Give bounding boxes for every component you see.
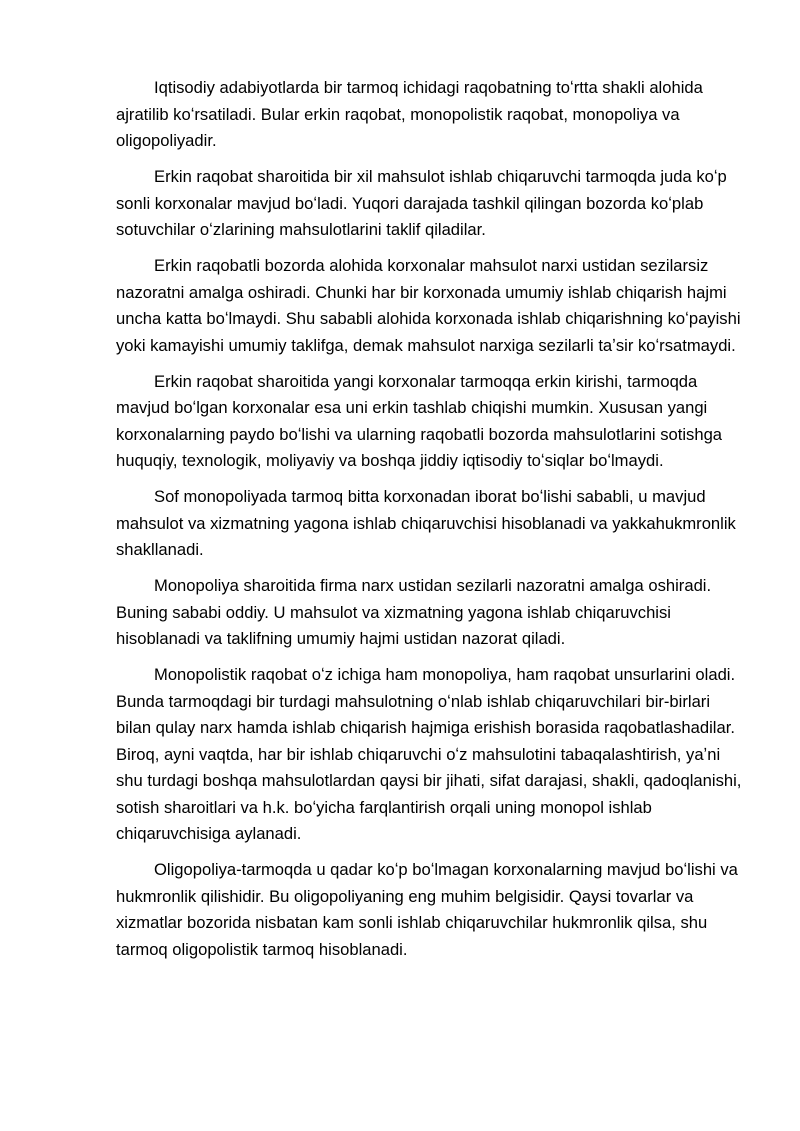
paragraph-8: Oligopoliya-tarmoqda u qadar koʻp boʻlmagan korxonalarning mavjud boʻlishi va hukmronlik qilishidir. Bu oligopoliyaning eng muhim belgisidir. Qaysi tovarlar va xizmatlar bozorida nisbatan kam sonli ishlab chiqaruvchilar hukmronlik qilsa, shu tarmoq oligopolistik tarmoq hisoblanadi. (116, 860, 738, 959)
paragraph-7: Monopolistik raqobat oʻz ichiga ham monopoliya, ham raqobat unsurlarini oladi. Bunda tarmoqdagi bir turdagi mahsulotning oʻnlab ishlab chiqaruvchilari bir-birlari bilan qulay narx hamda ishlab chiqarish hajmiga erishish borasida raqobatlashadilar. Biroq, ayni vaqtda, har bir ishlab chiqaruvchi oʻz mahsulotini tabaqalashtirish, yaʼni shu turdagi boshqa mahsulotlardan qaysi bir jihati, sifat darajasi, shakli, qadoqlanishi, sotish sharoitlari va h.k. boʻyicha farqlantirish orqali uning monopol ishlab chiqaruvchisiga aylanadi. (116, 665, 742, 843)
paragraph-2: Erkin raqobat sharoitida bir xil mahsulot ishlab chiqaruvchi tarmoqda juda koʻp sonli korxonalar mavjud boʻladi. Yuqori darajada tashkil qilingan bozorda koʻplab sotuvchilar oʻzlarining mahsulotlarini taklif qiladilar. (116, 167, 727, 239)
paragraph-5: Sof monopoliyada tarmoq bitta korxonadan iborat boʻlishi sababli, u mavjud mahsulot va xizmatning yagona ishlab chiqaruvchisi hisoblanadi va yakkahukmronlik shakllanadi. (116, 487, 736, 559)
paragraph-3: Erkin raqobatli bozorda alohida korxonalar mahsulot narxi ustidan sezilarsiz nazoratni amalga oshiradi. Chunki har bir korxonada umumiy ishlab chiqarish hajmi uncha katta boʻlmaydi. Shu sababli alohida korxonada ishlab chiqarishning koʻpayishi yoki kamayishi umumiy taklifga, demak mahsulot narxiga sezilarli taʼsir koʻrsatmaydi. (116, 256, 741, 355)
paragraph-4: Erkin raqobat sharoitida yangi korxonalar tarmoqqa erkin kirishi, tarmoqda mavjud boʻlgan korxonalar esa uni erkin tashlab chiqishi mumkin. Xususan yangi korxonalarning paydo boʻlishi va ularning raqobatli bozorda mahsulotlarini sotishga huquqiy, texnologik, moliyaviy va boshqa jiddiy iqtisodiy toʻsiqlar boʻlmaydi. (116, 371, 723, 470)
paragraph-6: Monopoliya sharoitida firma narx ustidan sezilarli nazoratni amalga oshiradi. Buning sababi oddiy. U mahsulot va xizmatning yagona ishlab chiqaruvchisi hisoblanadi va taklifning umumiy hajmi ustidan nazorat qiladi. (116, 576, 712, 648)
document-body (116, 75, 743, 973)
paragraph-1: Iqtisodiy adabiyotlarda bir tarmoq ichidagi raqobatning toʻrtta shakli alohida ajratilib koʻrsatiladi. Bular erkin raqobat, monopolistik raqobat, monopoliya va oligopoliyadir. (116, 78, 703, 150)
